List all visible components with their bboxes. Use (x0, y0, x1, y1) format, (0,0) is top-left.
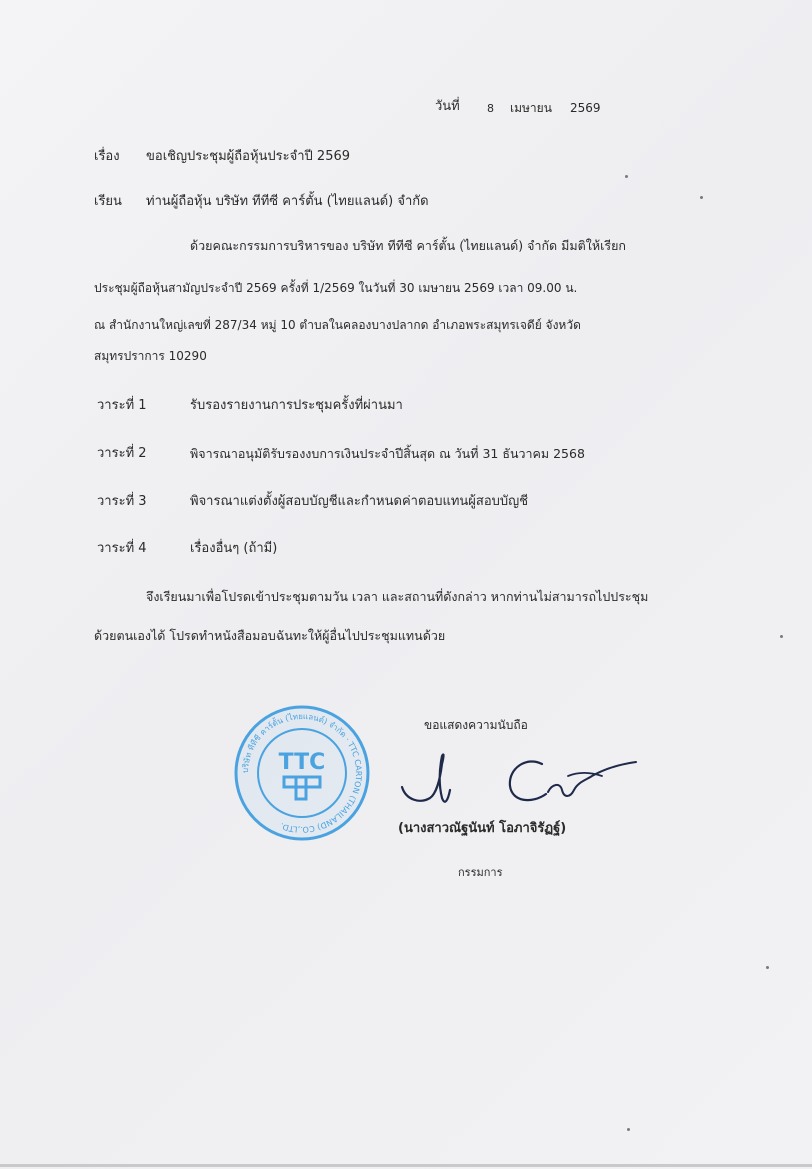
body-line: ณ สำนักงานใหญ่เลขที่ 287/34 หมู่ 10 ตำบลในคลองบางปลากด อำเภอพระสมุทรเจดีย์ จังหวัด (94, 318, 581, 332)
agenda-label: วาระที่ 1 (97, 398, 147, 413)
scan-speck (780, 635, 783, 638)
date-month: เมษายน (510, 101, 552, 115)
recipient-label: เรียน (94, 194, 122, 209)
signatory-name: (นางสาวณัฐนันท์ โอภาจิรัฏฐ์) (398, 821, 567, 836)
agenda-text: รับรองรายงานการประชุมครั้งที่ผ่านมา (190, 398, 403, 413)
body-line: ประชุมผู้ถือหุ้นสามัญประจำปี 2569 ครั้งที่ 1/2569 ในวันที่ 30 เมษายน 2569 เวลา 09.00 น. (94, 281, 578, 295)
closing-line: จึงเรียนมาเพื่อโปรดเข้าประชุมตามวัน เวลา และสถานที่ดังกล่าว หากท่านไม่สามารถไปประชุม (146, 589, 649, 604)
stamp-initials: TTC (278, 750, 326, 775)
agenda-label: วาระที่ 3 (97, 494, 147, 509)
page-edge (0, 1164, 812, 1167)
agenda-label: วาระที่ 4 (97, 541, 147, 556)
handwritten-signature (392, 742, 642, 822)
closing-line: ด้วยตนเองได้ โปรดทำหนังสือมอบฉันทะให้ผู้อื่นไปประชุมแทนด้วย (94, 628, 446, 643)
stamp-ring-text: บริษัท ทีทีซี คาร์ตั้น (ไทยแลนด์) จำกัด · TTC CARTON (THAILAND) CO.,LTD. (240, 711, 364, 835)
date-label: วันที่ (435, 99, 460, 114)
agenda-text: พิจารณาแต่งตั้งผู้สอบบัญชีและกำหนดค่าตอบแทนผู้สอบบัญชี (190, 494, 529, 509)
scan-speck (627, 1128, 630, 1131)
subject-text: ขอเชิญประชุมผู้ถือหุ้นประจำปี 2569 (146, 149, 351, 164)
signatory-position: กรรมการ (458, 866, 503, 879)
agenda-label: วาระที่ 2 (97, 446, 147, 461)
scan-speck (766, 966, 769, 969)
body-line: สมุทรปราการ 10290 (94, 349, 207, 363)
agenda-text: เรื่องอื่นๆ (ถ้ามี) (190, 541, 278, 556)
regards-text: ขอแสดงความนับถือ (424, 718, 528, 732)
scan-speck (625, 175, 628, 178)
date-day: 8 (487, 102, 494, 115)
recipient-text: ท่านผู้ถือหุ้น บริษัท ทีทีซี คาร์ตั้น (ไทยแลนด์) จำกัด (146, 194, 429, 209)
date-year: 2569 (570, 101, 601, 115)
scan-speck (700, 196, 703, 199)
subject-label: เรื่อง (94, 149, 120, 164)
body-line: ด้วยคณะกรรมการบริหารของ บริษัท ทีทีซี คาร์ตั้น (ไทยแลนด์) จำกัด มีมติให้เรียก (190, 238, 626, 253)
agenda-text: พิจารณาอนุมัติรับรองงบการเงินประจำปีสิ้นสุด ณ วันที่ 31 ธันวาคม 2568 (190, 446, 585, 461)
company-seal-stamp (232, 703, 372, 843)
